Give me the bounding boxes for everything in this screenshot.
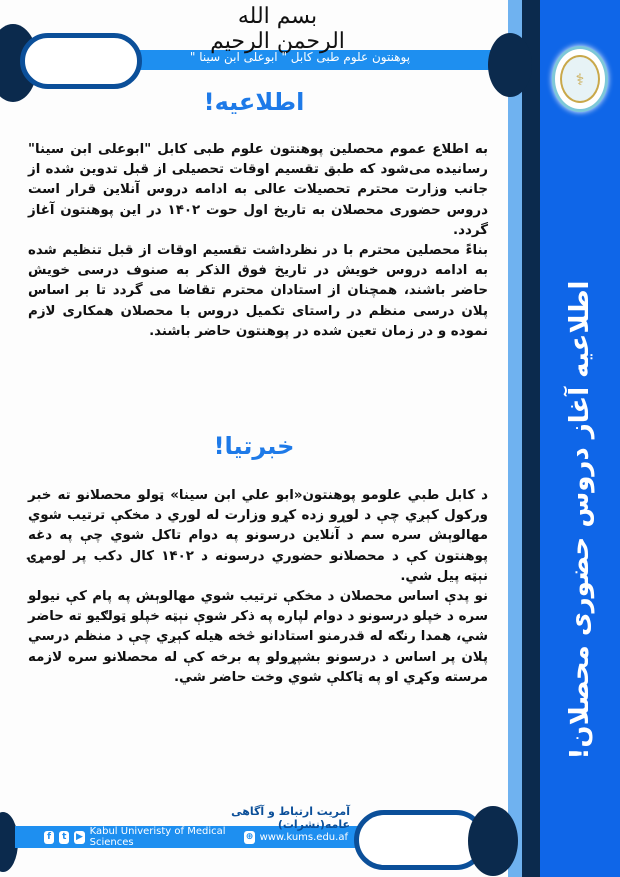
- department-name: آمریت ارتباط و آگاهی عامه(نشرات): [231, 805, 350, 831]
- globe-icon: ⊕: [245, 832, 254, 842]
- paragraph: د کابل طبي علومو پوهنتون«ابو علي ابن سينا» ټولو محصلانو ته خبر ورکول کېږي چې د لوړو زده کړو وزارت له لوري د مخکې ترتیب شوي مهالوېش سره سم د آنلاین درسونو په دوام تاکل شوي چې په دغه پوهنتون کې د محصلانو حضوري درسونه د ۱۴۰۲ کال دکب پر لومړۍ نېټه پيل شي.: [28, 488, 488, 584]
- footer-pill: [354, 810, 486, 870]
- notice-dari-text: [28, 140, 488, 342]
- notice-title: اطلاعیه!: [203, 88, 305, 116]
- notice-pashto-text: [28, 486, 488, 688]
- paragraph: نو پدې اساس محصلان د مخکې ترتیب شوي مهالوېش په پام کې نیولو سره د خپلو درسونو د دوام لپاره په ذکر شوې نېټه خپلو ټولګیو ته حاضر شي، همدا رنګه له قدرمنو استادانو څخه هیله کېږي چې د منظم درسي پلان پر اساس د درسونو بشپړولو په برخه کې له محصلانو سره لازمه مرسته وکړي او په ټاکلې شوي وخت حاضر شي.: [28, 589, 488, 685]
- side-strip-dark: [522, 0, 540, 877]
- side-strip: [508, 0, 522, 877]
- paragraph: به اطلاع عموم محصلین پوهنتون علوم طبی کابل "ابوعلی ابن سینا" رسانیده می‌شود که طبق تقسیم اوقات تحصیلی از قبل تدوین شده از جانب وزارت محترم تحصیلات عالی به ادامه دروس آنلاین قرار است دروس حضوری محصلان به تاریخ اول حوت ۱۴۰۲ در این پوهنتون آغاز گردد.: [28, 142, 488, 238]
- facebook-icon[interactable]: f: [44, 831, 54, 844]
- sidebar-title: اطلاعیه آغاز دروس حضوری محصلان!: [565, 280, 595, 760]
- bismillah-calligraphy: بسم الله الرحمن الرحیم: [210, 4, 345, 54]
- header-pill: [20, 33, 142, 89]
- paragraph: بناءً محصلین محترم با در نظرداشت تقسیم اوقات از قبل تنظیم شده به ادامه دروس خویش در تاریخ فوق الذکر به صنوف درسی خویش حاضر باشند، همچنان از استادان محترم تقاضا می گردد تا بر اساس پلان درسی منظم در راستای تکمیل دروس با محصلان همکاری لازم نموده و در زمان تعین شده در پوهنتون حاضر باشند.: [28, 243, 488, 339]
- university-logo: [552, 46, 608, 112]
- caduceus-icon: ⚕: [560, 55, 600, 103]
- footer-contacts: [38, 826, 348, 848]
- website-link[interactable]: www.kums.edu.af: [259, 831, 348, 843]
- footer-circle-right: [468, 806, 518, 876]
- youtube-icon[interactable]: ▶: [76, 832, 83, 842]
- twitter-icon[interactable]: t: [59, 831, 69, 844]
- university-name: پوهنتون علوم طبی کابل " ابوعلی ابن سینا ": [189, 50, 411, 64]
- org-name: Kabul Univeristy of Medical Sciences: [89, 826, 226, 848]
- pashto-title: خبرتیا!: [213, 432, 295, 460]
